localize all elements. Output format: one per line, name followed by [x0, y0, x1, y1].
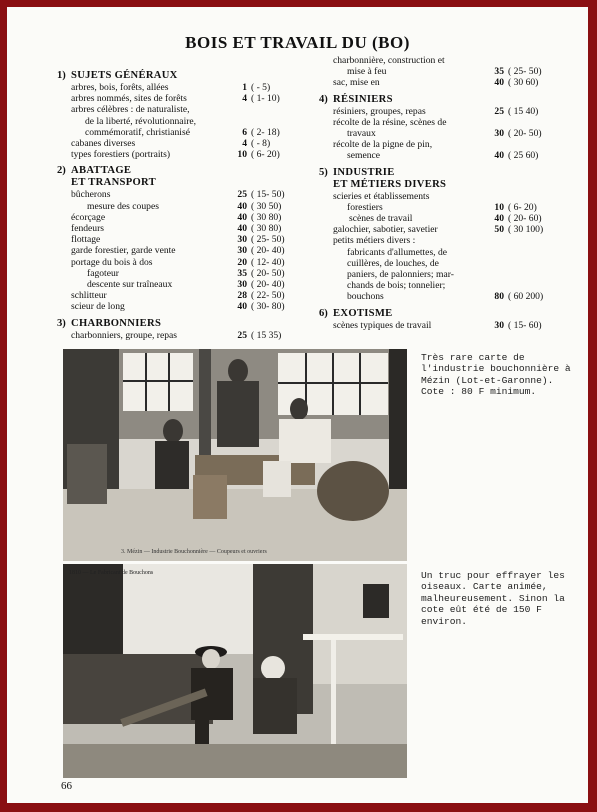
price-list-item — [57, 330, 297, 341]
svg-text:1810 — Le Fabricant de Bouchon: 1810 — Le Fabricant de Bouchons — [69, 570, 154, 576]
section-title: ABATTAGE — [71, 165, 132, 177]
item-price-range: ( 12- 40) — [251, 256, 285, 268]
price-list-item — [319, 269, 554, 280]
item-count: 30 — [237, 245, 247, 257]
item-price-range: ( - 8) — [251, 138, 271, 150]
price-list-item — [319, 235, 554, 246]
item-price-range: ( 25- 50) — [251, 234, 285, 246]
price-list-item — [57, 301, 297, 312]
section — [319, 308, 554, 331]
section-heading — [57, 70, 297, 82]
item-price-range: ( 30 100) — [508, 224, 544, 236]
catalog-page — [7, 7, 588, 803]
price-list-item — [319, 213, 554, 224]
photo-bird-scarer — [63, 564, 407, 778]
item-label: scieries et établissements — [333, 190, 430, 202]
item-label: charbonnière, construction et — [333, 55, 445, 66]
item-label: récolte de la pigne de pin, — [333, 139, 433, 151]
price-list-item — [57, 149, 297, 160]
item-label: travaux — [347, 128, 376, 140]
item-label: fagoteur — [87, 267, 119, 279]
section-heading — [319, 167, 554, 179]
section-heading — [57, 318, 297, 330]
item-count: 25 — [237, 329, 247, 341]
section-heading — [319, 308, 554, 320]
item-label: galochier, sabotier, savetier — [333, 224, 438, 236]
item-label: descente sur traîneaux — [87, 279, 173, 291]
price-list-item — [57, 138, 297, 149]
item-count: 10 — [494, 201, 504, 213]
item-label: fendeurs — [71, 223, 105, 235]
price-list-item — [319, 106, 554, 117]
item-price-range: ( 15 35) — [251, 329, 282, 341]
price-list-item — [57, 104, 297, 115]
item-label: mise à feu — [347, 66, 387, 78]
section — [57, 165, 297, 312]
section-title: CHARBONNIERS — [71, 317, 162, 329]
item-price-range: ( 20- 60) — [508, 213, 542, 225]
section-heading — [319, 94, 554, 106]
section-heading-line2 — [319, 179, 554, 191]
item-price-range: ( 20- 50) — [508, 128, 542, 140]
item-label: schlitteur — [71, 290, 107, 302]
item-count: 35 — [237, 267, 247, 279]
price-list-item — [57, 82, 297, 93]
price-list-item — [57, 189, 297, 200]
section-title-line2: ET TRANSPORT — [71, 177, 156, 189]
item-price-range: ( 30 50) — [251, 200, 282, 212]
price-list-item — [57, 127, 297, 138]
price-list-item — [57, 234, 297, 245]
item-label: récolte de la résine, scènes de — [333, 116, 447, 128]
item-price-range: ( 30 80) — [251, 211, 282, 223]
item-price-range: ( 1- 10) — [251, 93, 280, 105]
item-price-range: ( 15- 60) — [508, 319, 542, 331]
photo-bird-scarer-image — [63, 564, 407, 778]
price-list-item — [319, 191, 554, 202]
item-price-range: ( 25- 50) — [508, 66, 542, 78]
price-list-item — [57, 212, 297, 223]
item-price-range: ( 20- 50) — [251, 267, 285, 279]
section-title: INDUSTRIE — [333, 166, 395, 178]
page-number: 66 — [61, 780, 72, 792]
item-count: 4 — [242, 138, 247, 150]
item-price-range: ( 2- 18) — [251, 126, 280, 138]
section-number: 6) — [319, 307, 328, 319]
item-price-range: ( 30 80) — [251, 223, 282, 235]
price-list-item — [319, 55, 554, 66]
item-count: 40 — [494, 150, 504, 162]
item-label: chands de bois; tonnelier; — [347, 280, 446, 292]
item-label: paniers, de palonniers; mar- — [347, 269, 454, 281]
price-list-item — [319, 150, 554, 161]
item-price-range: ( 60 200) — [508, 291, 544, 303]
photo-cork-industry-image — [63, 349, 407, 561]
item-price-range: ( 25 60) — [508, 150, 539, 162]
item-label: de la liberté, révolutionnaire, — [85, 115, 197, 127]
item-price-range: ( - 5) — [251, 82, 271, 93]
item-count: 20 — [237, 256, 247, 268]
price-list-item — [57, 279, 297, 290]
item-count: 50 — [494, 224, 504, 236]
item-count: 40 — [237, 223, 247, 235]
item-count: 6 — [242, 126, 247, 138]
item-count: 10 — [237, 149, 247, 161]
item-label: types forestiers (portraits) — [71, 149, 171, 161]
section-title: EXOTISME — [333, 307, 393, 319]
section-number: 1) — [57, 70, 66, 81]
price-list-item — [319, 66, 554, 77]
price-list-item — [57, 201, 297, 212]
item-label: scènes typiques de travail — [333, 319, 432, 331]
price-list-item — [57, 268, 297, 279]
price-list-item — [57, 257, 297, 268]
item-label: forestiers — [347, 201, 383, 213]
item-count: 40 — [237, 301, 247, 313]
item-price-range: ( 15- 50) — [251, 189, 285, 201]
price-list-item — [319, 128, 554, 139]
item-count: 40 — [237, 200, 247, 212]
item-count: 4 — [242, 93, 247, 105]
price-list-item — [319, 202, 554, 213]
section — [319, 94, 554, 162]
item-price-range: ( 6- 20) — [251, 149, 280, 161]
item-price-range: ( 6- 20) — [508, 201, 537, 213]
item-label: charbonniers, groupe, repas — [71, 329, 178, 341]
item-count: 30 — [237, 279, 247, 291]
item-label: écorçage — [71, 211, 106, 223]
item-label: semence — [347, 150, 381, 162]
item-label: commémoratif, christianisé — [85, 126, 190, 138]
item-label: bouchons — [347, 291, 384, 303]
price-list-item — [319, 247, 554, 258]
section-title: RÉSINIERS — [333, 93, 393, 105]
section-title-line2: ET MÉTIERS DIVERS — [333, 178, 447, 190]
item-count: 28 — [237, 290, 247, 302]
price-list-item — [57, 93, 297, 104]
price-list-item — [57, 116, 297, 127]
item-label: bûcherons — [71, 189, 111, 201]
section-number: 3) — [57, 317, 66, 329]
price-list-item — [319, 77, 554, 88]
section — [57, 318, 297, 341]
item-count: 40 — [237, 211, 247, 223]
item-count: 40 — [494, 77, 504, 89]
item-label: résiniers, groupes, repas — [333, 105, 426, 117]
item-label: fabricants d'allumettes, de — [347, 246, 448, 258]
page-title: BOIS ET TRAVAIL DU (BO) — [185, 33, 410, 52]
caption-bird-scarer: Un truc pour effrayer les oiseaux. Carte animée, malheureusement. Sinon la cote eût été de 150 F environ. — [421, 570, 565, 627]
item-count: 30 — [237, 234, 247, 246]
section — [57, 70, 297, 160]
item-count: 30 — [494, 319, 504, 331]
price-list-item — [319, 258, 554, 269]
section-number: 4) — [319, 93, 328, 105]
price-list-item — [57, 245, 297, 256]
item-label: arbres nommés, sites de forêts — [71, 93, 187, 105]
item-count: 25 — [494, 105, 504, 117]
price-list-item — [57, 290, 297, 301]
price-list-item — [319, 320, 554, 331]
caption-cork-industry: Très rare carte de l'industrie bouchonnière à Mézin (Lot-et-Garonne). Cote : 80 F minimum. — [421, 352, 571, 398]
section — [319, 167, 554, 303]
item-count: 40 — [494, 213, 504, 225]
price-list-item — [319, 139, 554, 150]
item-price-range: ( 20- 40) — [251, 245, 285, 257]
item-label: cabanes diverses — [71, 138, 136, 150]
item-label: cuillères, de louches, de — [347, 257, 439, 269]
item-price-range: ( 30 60) — [508, 77, 539, 89]
item-count: 1 — [242, 82, 247, 93]
item-label: flottage — [71, 234, 101, 246]
item-count: 35 — [494, 66, 504, 78]
item-label: petits métiers divers : — [333, 235, 416, 247]
svg-text:3. Mézin — Industrie Bouchonni: 3. Mézin — Industrie Bouchonnière — Coupeurs et ouvriers — [121, 549, 267, 555]
section-number: 5) — [319, 166, 328, 178]
item-label: garde forestier, garde vente — [71, 245, 176, 257]
item-label: scieur de long — [71, 301, 125, 313]
price-list-item — [319, 280, 554, 291]
price-list-item — [319, 117, 554, 128]
item-price-range: ( 15 40) — [508, 105, 539, 117]
price-list-item — [319, 291, 554, 302]
section-heading — [57, 165, 297, 177]
item-label: sac, mise en — [333, 77, 380, 89]
item-price-range: ( 20- 40) — [251, 279, 285, 291]
photo-cork-industry — [63, 349, 407, 561]
item-label: portage du bois à dos — [71, 256, 153, 268]
left-column — [57, 65, 297, 341]
price-list-item — [57, 223, 297, 234]
item-label: mesure des coupes — [87, 200, 159, 212]
item-price-range: ( 30- 80) — [251, 301, 285, 313]
item-count: 80 — [494, 291, 504, 303]
right-column — [319, 55, 554, 331]
price-list-item — [319, 224, 554, 235]
item-label: scènes de travail — [349, 213, 413, 225]
item-label: arbres célèbres : de naturaliste, — [71, 104, 190, 116]
item-label: arbres, bois, forêts, allées — [71, 82, 169, 93]
section-heading-line2 — [57, 177, 297, 189]
section-title: SUJETS GÉNÉRAUX — [71, 70, 178, 81]
item-price-range: ( 22- 50) — [251, 290, 285, 302]
section-number: 2) — [57, 165, 66, 177]
item-count: 30 — [494, 128, 504, 140]
item-count: 25 — [237, 189, 247, 201]
